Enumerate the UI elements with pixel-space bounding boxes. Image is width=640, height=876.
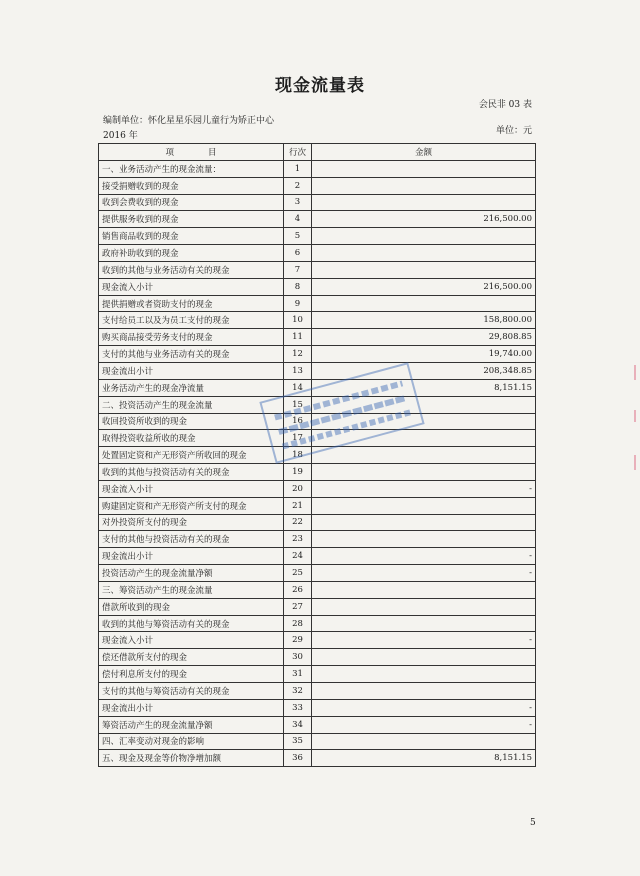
table-row: [99, 548, 536, 565]
row-line-number: 35: [284, 733, 312, 750]
row-line-number: 22: [284, 514, 312, 531]
row-line-number: 16: [284, 413, 312, 430]
row-item: 收到的其他与筹资活动有关的现金: [99, 615, 284, 632]
table-row: [99, 565, 536, 582]
row-item: 现金流出小计: [99, 548, 284, 565]
table-row: [99, 514, 536, 531]
row-item: 取得投资收益所收的现金: [99, 430, 284, 447]
row-line-number: 19: [284, 464, 312, 481]
row-line-number: 31: [284, 666, 312, 683]
row-item: 对外投资所支付的现金: [99, 514, 284, 531]
table-body: [99, 160, 536, 766]
row-amount: 8,151.15: [312, 750, 536, 767]
table-row: [99, 278, 536, 295]
row-line-number: 20: [284, 480, 312, 497]
row-amount: 19,740.00: [312, 346, 536, 363]
row-amount: -: [312, 699, 536, 716]
row-item: 提供服务收到的现金: [99, 211, 284, 228]
table-row: [99, 581, 536, 598]
row-line-number: 26: [284, 581, 312, 598]
row-line-number: 34: [284, 716, 312, 733]
row-item: 现金流入小计: [99, 480, 284, 497]
row-line-number: 1: [284, 160, 312, 177]
row-line-number: 10: [284, 312, 312, 329]
row-item: 借款所收到的现金: [99, 598, 284, 615]
row-item: 二、投资活动产生的现金流量: [99, 396, 284, 413]
row-amount: [312, 261, 536, 278]
row-amount: [312, 295, 536, 312]
row-item: 投资活动产生的现金流量净额: [99, 565, 284, 582]
row-amount: [312, 194, 536, 211]
row-line-number: 4: [284, 211, 312, 228]
table-row: [99, 464, 536, 481]
row-item: 收回投资所收到的现金: [99, 413, 284, 430]
row-item: 销售商品收到的现金: [99, 228, 284, 245]
currency-unit: 单位：元: [495, 126, 532, 136]
row-item: 购建固定资和产无形资产所支付的现金: [99, 497, 284, 514]
row-line-number: 30: [284, 649, 312, 666]
row-amount: [312, 497, 536, 514]
row-line-number: 24: [284, 548, 312, 565]
table-row: [99, 480, 536, 497]
row-item: 现金流入小计: [99, 278, 284, 295]
row-line-number: 12: [284, 346, 312, 363]
table-row: [99, 531, 536, 548]
row-amount: [312, 160, 536, 177]
header-line-number: 行次: [284, 144, 312, 161]
row-amount: [312, 581, 536, 598]
row-amount: [312, 531, 536, 548]
row-amount: -: [312, 565, 536, 582]
row-item: 购买商品接受劳务支付的现金: [99, 329, 284, 346]
row-line-number: 29: [284, 632, 312, 649]
row-item: 偿还借款所支付的现金: [99, 649, 284, 666]
table-row: [99, 312, 536, 329]
row-line-number: 32: [284, 683, 312, 700]
row-amount: -: [312, 716, 536, 733]
row-line-number: 36: [284, 750, 312, 767]
row-item: 支付给员工以及为员工支付的现金: [99, 312, 284, 329]
row-item: 支付的其他与筹资活动有关的现金: [99, 683, 284, 700]
row-amount: [312, 514, 536, 531]
row-line-number: 14: [284, 379, 312, 396]
table-row: [99, 632, 536, 649]
row-amount: -: [312, 632, 536, 649]
table-row: [99, 497, 536, 514]
row-amount: [312, 666, 536, 683]
row-line-number: 21: [284, 497, 312, 514]
row-amount: -: [312, 480, 536, 497]
row-line-number: 6: [284, 245, 312, 262]
document-title: 现金流量表: [275, 76, 365, 96]
reporting-organization: 编制单位：怀化星星乐园儿童行为矫正中心: [103, 116, 275, 126]
row-item: 现金流出小计: [99, 362, 284, 379]
table-row: [99, 733, 536, 750]
row-line-number: 18: [284, 447, 312, 464]
row-line-number: 25: [284, 565, 312, 582]
table-row: [99, 716, 536, 733]
row-amount: [312, 447, 536, 464]
row-line-number: 23: [284, 531, 312, 548]
page-number: 5: [530, 818, 536, 828]
row-line-number: 33: [284, 699, 312, 716]
row-item: 四、汇率变动对现金的影响: [99, 733, 284, 750]
row-item: 三、筹资活动产生的现金流量: [99, 581, 284, 598]
row-line-number: 7: [284, 261, 312, 278]
table-row: [99, 261, 536, 278]
row-amount: [312, 228, 536, 245]
row-line-number: 27: [284, 598, 312, 615]
header-item: 项 目: [99, 144, 284, 161]
table-row: [99, 228, 536, 245]
row-amount: 216,500.00: [312, 211, 536, 228]
row-item: 收到的其他与业务活动有关的现金: [99, 261, 284, 278]
row-line-number: 15: [284, 396, 312, 413]
row-line-number: 13: [284, 362, 312, 379]
row-item: 收到的其他与投资活动有关的现金: [99, 464, 284, 481]
row-line-number: 9: [284, 295, 312, 312]
row-amount: [312, 649, 536, 666]
table-row: [99, 666, 536, 683]
row-amount: -: [312, 548, 536, 565]
row-amount: 29,808.85: [312, 329, 536, 346]
table-row: [99, 362, 536, 379]
table-row: [99, 699, 536, 716]
form-code: 会民非 03 表: [478, 100, 532, 110]
row-amount: [312, 245, 536, 262]
table-row: [99, 194, 536, 211]
row-amount: [312, 177, 536, 194]
row-item: 筹资活动产生的现金流量净额: [99, 716, 284, 733]
row-item: 处置固定资和产无形资产所收回的现金: [99, 447, 284, 464]
table-row: [99, 598, 536, 615]
row-item: 收到会费收到的现金: [99, 194, 284, 211]
row-line-number: 5: [284, 228, 312, 245]
row-amount: 8,151.15: [312, 379, 536, 396]
row-item: 现金流出小计: [99, 699, 284, 716]
row-amount: [312, 464, 536, 481]
header-amount: 金额: [312, 144, 536, 161]
table-row: [99, 649, 536, 666]
row-amount: [312, 683, 536, 700]
row-line-number: 17: [284, 430, 312, 447]
table-row: [99, 615, 536, 632]
row-amount: 158,800.00: [312, 312, 536, 329]
row-line-number: 2: [284, 177, 312, 194]
stamp-line-2: [279, 398, 407, 432]
edge-marks-icon: [630, 360, 640, 480]
row-amount: 216,500.00: [312, 278, 536, 295]
table-row: [99, 346, 536, 363]
row-line-number: 8: [284, 278, 312, 295]
row-amount: [312, 615, 536, 632]
table-row: [99, 329, 536, 346]
table-row: [99, 683, 536, 700]
row-item: 政府补助收到的现金: [99, 245, 284, 262]
row-item: 接受捐赠收到的现金: [99, 177, 284, 194]
row-item: 提供捐赠或者资助支付的现金: [99, 295, 284, 312]
row-item: 业务活动产生的现金净流量: [99, 379, 284, 396]
table-row: [99, 245, 536, 262]
row-item: 一、业务活动产生的现金流量：: [99, 160, 284, 177]
table-row: [99, 295, 536, 312]
report-year: 2016 年: [103, 131, 138, 141]
table-header-row: [99, 144, 536, 161]
row-line-number: 3: [284, 194, 312, 211]
table-row: [99, 160, 536, 177]
row-item: 支付的其他与投资活动有关的现金: [99, 531, 284, 548]
stamp-line-1: [275, 383, 403, 417]
row-amount: [312, 598, 536, 615]
table-row: [99, 177, 536, 194]
row-line-number: 11: [284, 329, 312, 346]
table-row: [99, 750, 536, 767]
row-item: 现金流入小计: [99, 632, 284, 649]
row-item: 支付的其他与业务活动有关的现金: [99, 346, 284, 363]
row-line-number: 28: [284, 615, 312, 632]
row-item: 偿付利息所支付的现金: [99, 666, 284, 683]
table-row: [99, 211, 536, 228]
row-item: 五、现金及现金等价物净增加额: [99, 750, 284, 767]
row-amount: [312, 733, 536, 750]
row-amount: 208,348.85: [312, 362, 536, 379]
